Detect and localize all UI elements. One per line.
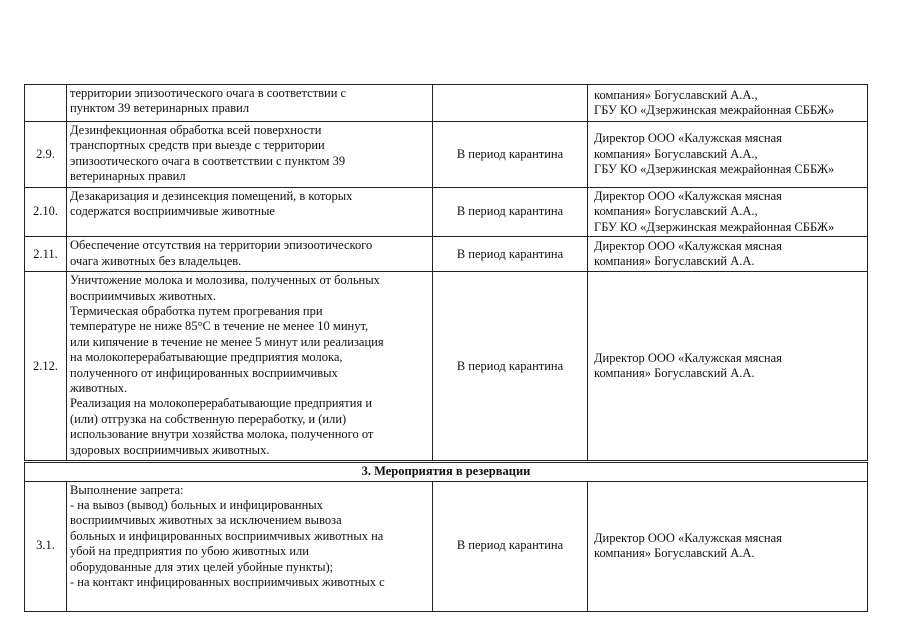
document-page: [24, 84, 867, 612]
measure-description: [67, 188, 433, 237]
item-number: [25, 85, 67, 122]
text-line: эпизоотического очага в соответствии с пунктом 39: [70, 153, 346, 168]
responsible-party: [588, 188, 868, 237]
text-line: компания» Богуславский А.А.: [594, 546, 755, 561]
text-line: (или) отгрузка на собственную переработку, и (или): [70, 411, 347, 426]
text-line: убой на предприятия по убою животных или: [70, 544, 309, 559]
text-line: компания» Богуславский А.А.,: [594, 204, 758, 219]
text-line: ГБУ КО «Дзержинская межрайонная СББЖ»: [594, 219, 835, 234]
measures-table: [24, 84, 868, 612]
text-line: Директор ООО «Калужская мясная: [594, 350, 782, 365]
text-line: Директор ООО «Калужская мясная: [594, 238, 782, 253]
responsible-party: [588, 481, 868, 611]
item-number: 2.9.: [25, 122, 67, 188]
text-line: компания» Богуславский А.А.,: [594, 87, 758, 102]
text-line: восприимчивых животных.: [70, 288, 216, 303]
text-line: оборудованные для этих целей убойные пункты);: [70, 559, 334, 574]
text-line: животных.: [70, 381, 128, 396]
text-line: транспортных средств при выезде с территории: [70, 138, 325, 153]
measure-period: [433, 85, 588, 122]
text-line: Обеспечение отсутствия на территории эпизоотического: [70, 238, 373, 253]
item-number: 2.11.: [25, 237, 67, 272]
text-line: - на контакт инфицированных восприимчивых животных с: [70, 575, 385, 590]
table-row: [25, 481, 868, 611]
measure-description: [67, 85, 433, 122]
text-line: ветеринарных правил: [70, 169, 186, 184]
measure-description: [67, 122, 433, 188]
table-row: [25, 237, 868, 272]
text-line: Реализация на молокоперерабатывающие предприятия и: [70, 396, 373, 411]
text-line: Директор ООО «Калужская мясная: [594, 189, 782, 203]
measure-description: [67, 481, 433, 611]
text-line: содержатся восприимчивые животные: [70, 204, 275, 219]
text-line: Выполнение запрета:: [70, 482, 184, 497]
measure-period: В период карантина: [433, 237, 588, 272]
text-line: полученного от инфицированных восприимчивых: [70, 365, 338, 380]
table-row: [25, 188, 868, 237]
text-line: Уничтожение молока и молозива, полученных от больных: [70, 273, 380, 288]
responsible-party: [588, 272, 868, 462]
text-line: температуре не ниже 85°С в течение не менее 10 минут,: [70, 319, 369, 334]
responsible-party: [588, 122, 868, 188]
text-line: - на вывоз (вывод) больных и инфицированных: [70, 498, 323, 513]
responsible-party: [588, 85, 868, 122]
measure-period: В период карантина: [433, 481, 588, 611]
measures-table-body: [25, 85, 868, 612]
text-line: Дезакаризация и дезинсекция помещений, в которых: [70, 189, 353, 203]
section-title: 3. Мероприятия в резервации: [25, 462, 868, 481]
text-line: пунктом 39 ветеринарных правил: [70, 101, 250, 116]
responsible-party: [588, 237, 868, 272]
text-line: территории эпизоотического очага в соответствии с: [70, 86, 347, 100]
measure-period: В период карантина: [433, 122, 588, 188]
text-line: больных и инфицированных восприимчивых животных на: [70, 528, 384, 543]
text-line: на молокоперерабатывающие предприятия молока,: [70, 350, 343, 365]
text-line: Директор ООО «Калужская мясная: [594, 131, 782, 146]
measure-period: В период карантина: [433, 272, 588, 462]
table-row: [25, 85, 868, 122]
text-line: восприимчивых животных за исключением вывоза: [70, 513, 342, 528]
text-line: компания» Богуславский А.А.: [594, 366, 755, 381]
text-line: компания» Богуславский А.А.: [594, 254, 755, 269]
measure-period: В период карантина: [433, 188, 588, 237]
item-number: 2.10.: [25, 188, 67, 237]
text-line: компания» Богуславский А.А.,: [594, 146, 758, 161]
item-number: 3.1.: [25, 481, 67, 611]
text-line: Термическая обработка путем прогревания при: [70, 304, 323, 319]
table-row: [25, 272, 868, 462]
text-line: Директор ООО «Калужская мясная: [594, 530, 782, 545]
text-line: ГБУ КО «Дзержинская межрайонная СББЖ»: [594, 162, 835, 177]
text-line: или кипячение в течение не менее 5 минут или реализация: [70, 334, 384, 349]
item-number: 2.12.: [25, 272, 67, 462]
text-line: здоровых восприимчивых животных.: [70, 442, 270, 457]
text-line: ГБУ КО «Дзержинская межрайонная СББЖ»: [594, 103, 835, 117]
section-row: [25, 462, 868, 481]
table-row: [25, 122, 868, 188]
measure-description: [67, 237, 433, 272]
text-line: использование внутри хозяйства молока, полученного от: [70, 427, 374, 442]
text-line: Дезинфекционная обработка всей поверхности: [70, 123, 322, 137]
text-line: очага животных без владельцев.: [70, 253, 242, 268]
measure-description: [67, 272, 433, 462]
